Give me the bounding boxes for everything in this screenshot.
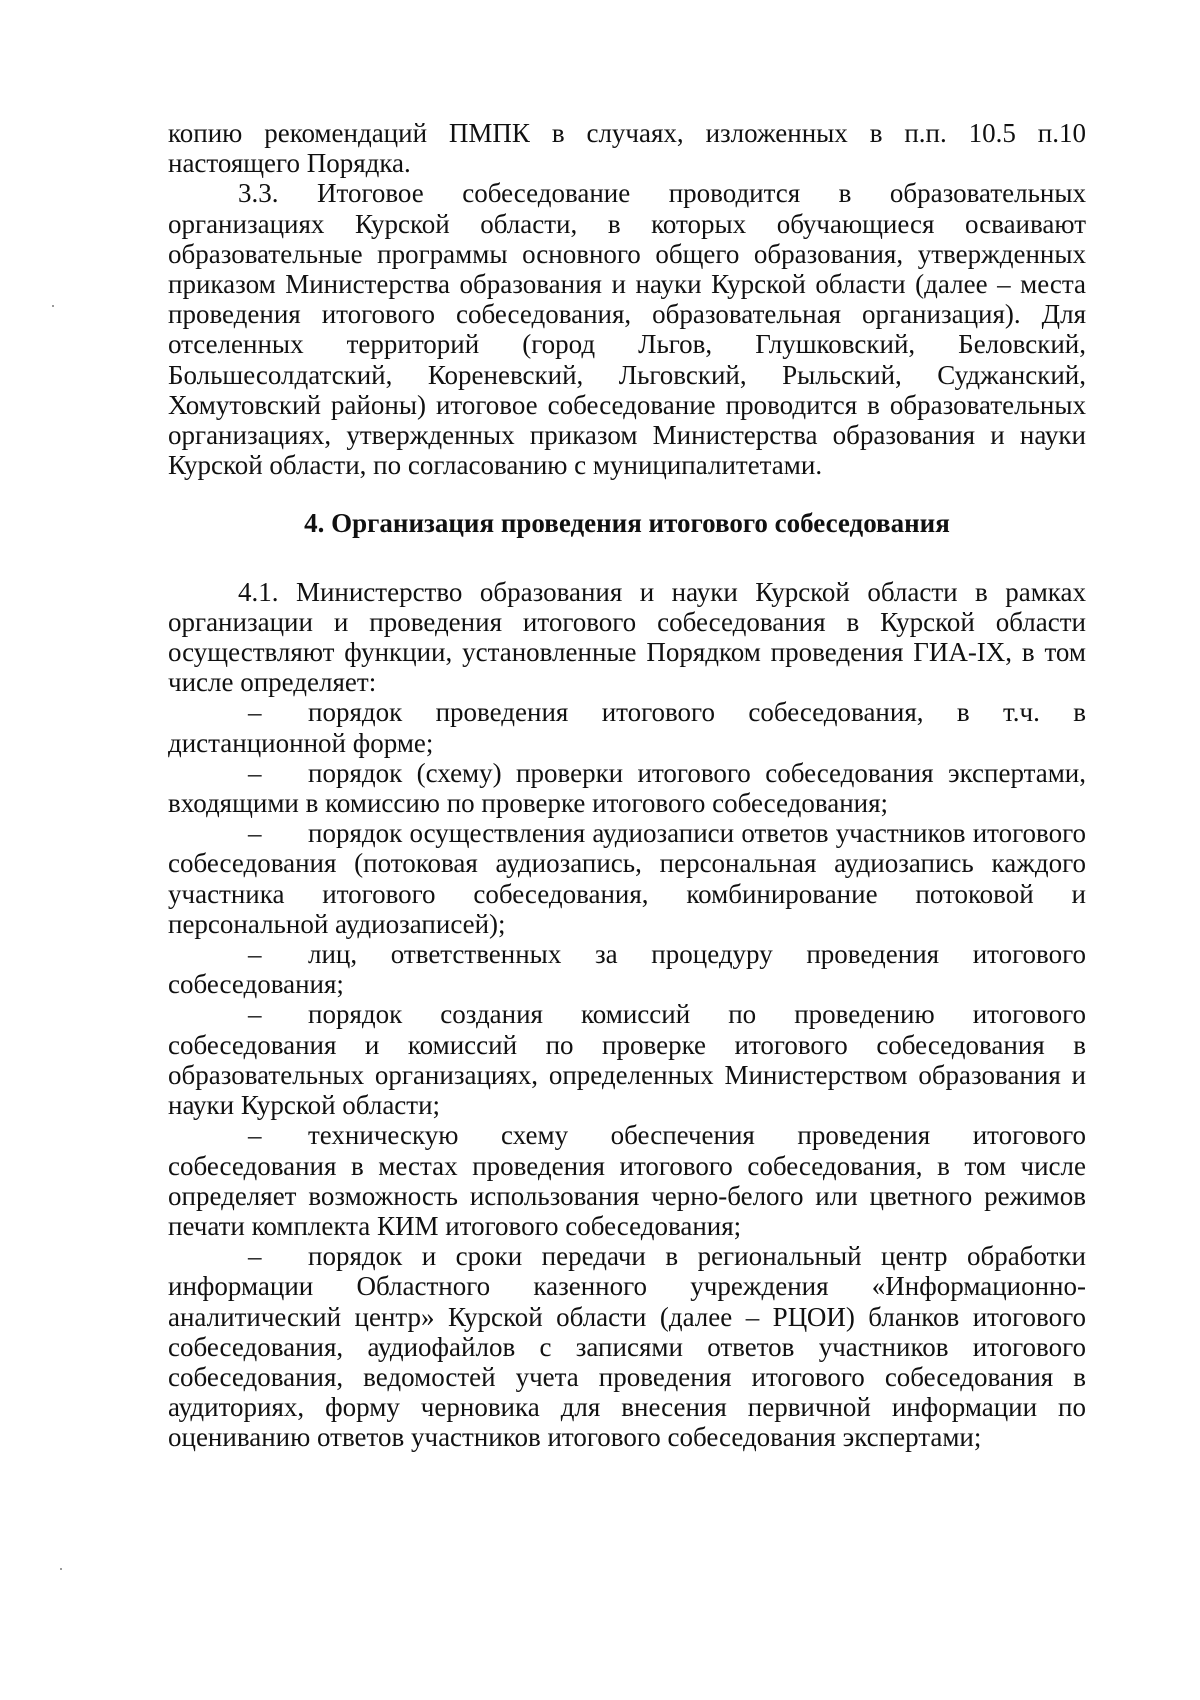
bullet-dash: – xyxy=(248,1241,262,1272)
list-item xyxy=(168,939,1086,999)
list-item xyxy=(168,1120,1086,1241)
section-heading: 4. Организация проведения итогового собеседования xyxy=(304,508,950,539)
list-item xyxy=(168,1241,1086,1452)
list-item xyxy=(168,697,1086,757)
bullet-dash: – xyxy=(248,818,262,849)
bullet-dash: – xyxy=(248,999,262,1030)
paragraph-3-3: 3.3. Итоговое собеседование проводится в образовательных организациях Курской области, в которых обучающиеся осваивают образовательные программы основного общего образования, утвержденных приказом Министерства образования и науки Курской области (далее – места проведения итогового собеседования, образовательная организация). Для отселенных территорий (город Льгов, Глушковский, Беловский, Большесолдатский, Кореневский, Льговский, Рыльский, Суджанский, Хомутовский районы) итоговое собеседование проводится в образовательных организациях, утвержденных приказом Министерства образования и науки Курской области, по согласованию с муниципалитетами. xyxy=(168,178,1086,481)
list-item-text: порядок проведения итогового собеседования, в т.ч. в дистанционной форме; xyxy=(168,697,1086,758)
bullet-dash: – xyxy=(248,939,262,970)
bullet-dash: – xyxy=(248,757,262,788)
list-item-text: техническую схему обеспечения проведения итогового собеседования в местах проведения итогового собеседования, в том числе определяет возможность использования черно-белого или цветного режимов печати комплекта КИМ итогового собеседования; xyxy=(168,1120,1086,1241)
bullet-dash: – xyxy=(248,697,262,728)
paragraph-4-1: 4.1. Министерство образования и науки Курской области в рамках организации и проведения итогового собеседования в Курской области осуществляют функции, установленные Порядком проведения ГИА-IX, в том числе определяет: xyxy=(168,576,1086,698)
list-item-text: лиц, ответственных за процедуру проведения итогового собеседования; xyxy=(168,939,1086,1000)
paragraph-continuation: копию рекомендаций ПМПК в случаях, изложенных в п.п. 10.5 п.10 настоящего Порядка. xyxy=(168,118,1086,179)
list-item xyxy=(168,818,1086,939)
list-item xyxy=(168,758,1086,818)
list-item-text: порядок (схему) проверки итогового собеседования экспертами, входящими в комиссию по проверке итогового собеседования; xyxy=(168,757,1086,819)
scan-speck xyxy=(60,1568,62,1570)
list-item-text: порядок осуществления аудиозаписи ответов участников итогового собеседования (потоковая аудиозапись, персональная аудиозапись каждого участника итогового собеседования, комбинирование потоковой и персональной аудиозаписей); xyxy=(168,818,1086,939)
document-page xyxy=(168,118,1086,1453)
list-item xyxy=(168,999,1086,1120)
scan-speck xyxy=(52,305,54,307)
list-item-text: порядок создания комиссий по проведению итогового собеседования и комиссий по проверке итогового собеседования в образовательных организациях, определенных Министерством образования и науки Курской области; xyxy=(168,999,1086,1121)
bullet-dash: – xyxy=(248,1120,262,1151)
list-item-text: порядок и сроки передачи в региональный центр обработки информации Областного казенного учреждения «Информационно-аналитический центр» Курской области (далее – РЦОИ) бланков итогового собеседования, аудиофайлов с записями ответов участников итогового собеседования, ведомостей учета проведения итогового собеседования в аудиториях, форму черновика для внесения первичной информации по оцениванию ответов участников итогового собеседования экспертами; xyxy=(168,1241,1086,1453)
